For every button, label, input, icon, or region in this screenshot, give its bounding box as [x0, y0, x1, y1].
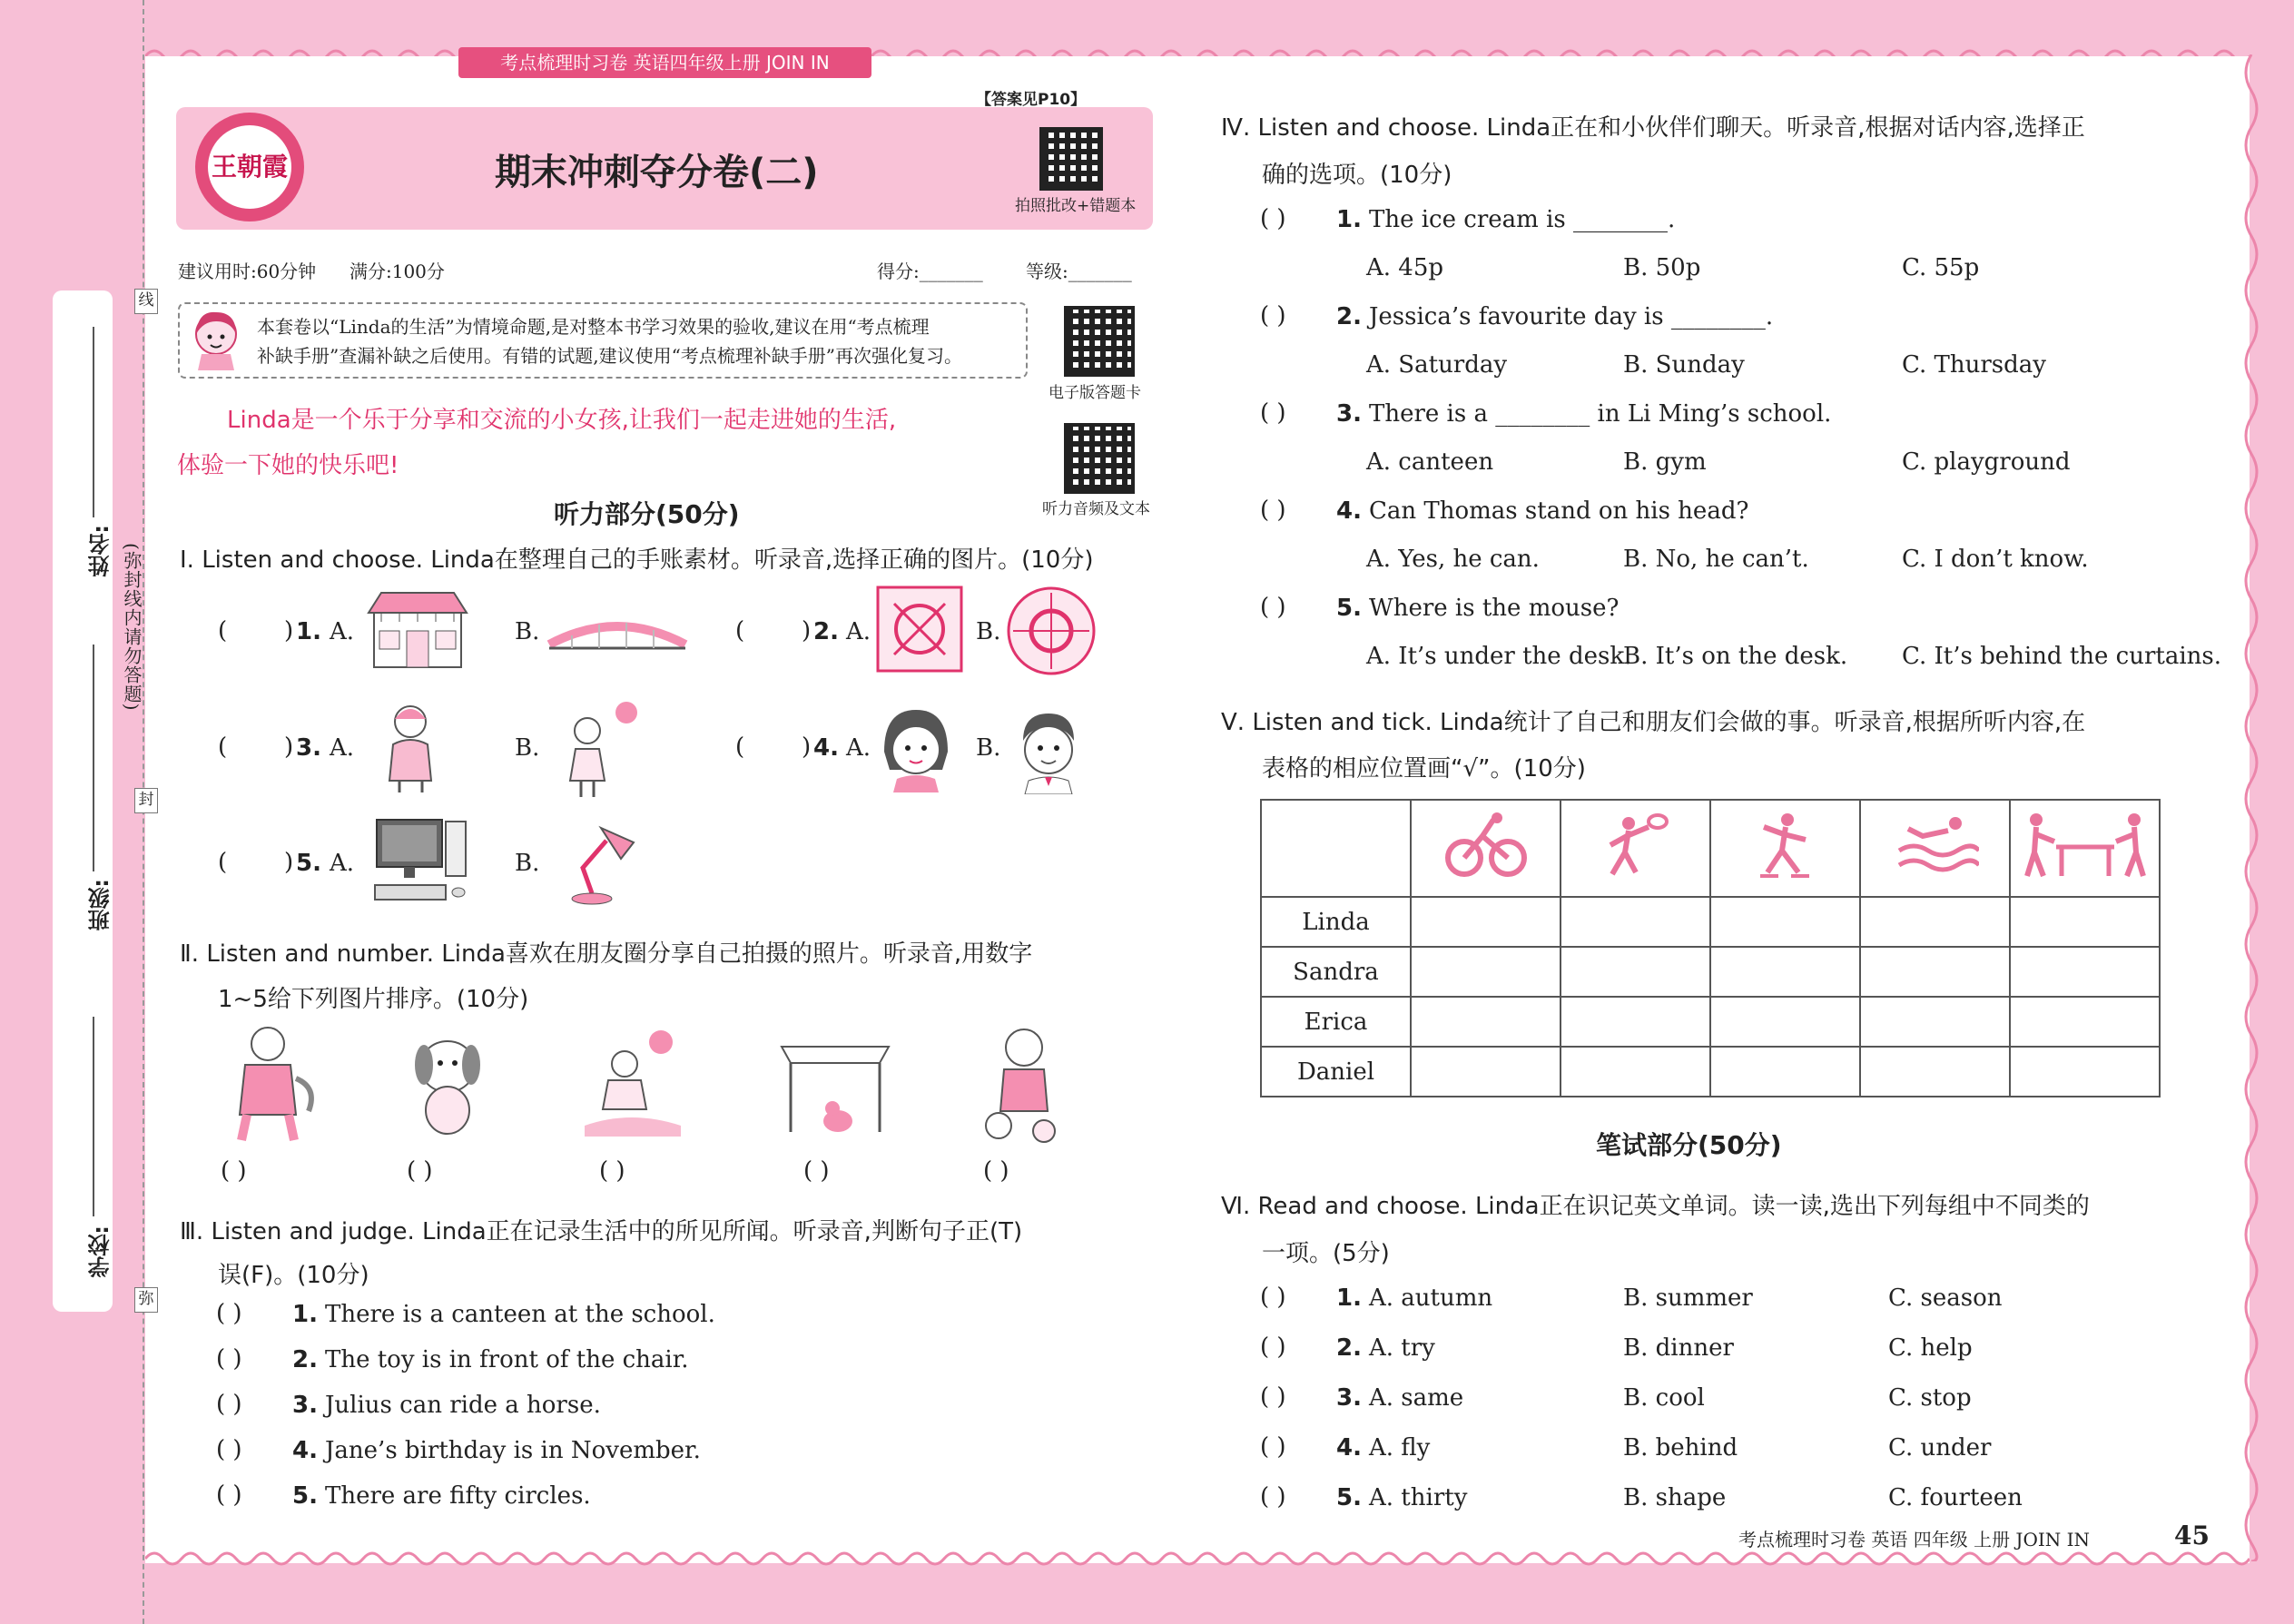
shop-image[interactable]	[363, 586, 472, 672]
s6-option-b[interactable]: B. dinner	[1623, 1334, 1734, 1362]
s1-q4-paren-close: )	[802, 733, 812, 761]
tick-cell[interactable]	[2010, 897, 2160, 947]
s6-option-c[interactable]: C. help	[1888, 1334, 1973, 1362]
bridge-image[interactable]	[545, 608, 690, 654]
s1-q1-b: B.	[515, 618, 540, 645]
note-line-2: 补缺手册”查漏补缺之后使用。有错的试题,建议使用“考点梳理补缺手册”再次强化复习。	[257, 345, 963, 367]
logo-text: 王朝霞	[208, 125, 291, 209]
activity-swimming	[1860, 800, 2010, 897]
s1-q5-paren-close: )	[284, 849, 294, 876]
s1-q2-b: B.	[976, 618, 1001, 645]
s4-question: There is a ________ in Li Ming’s school.	[1369, 400, 1832, 428]
tick-table-header-row	[1261, 800, 2160, 897]
tick-cell[interactable]	[2010, 947, 2160, 997]
tick-row-name: Sandra	[1261, 947, 1411, 997]
s3-item-text: There are fifty circles.	[325, 1482, 591, 1510]
binding-note: (弥封线内请勿答题)	[121, 543, 143, 712]
s6-option-a[interactable]: A. autumn	[1369, 1284, 1493, 1312]
school-label: 学校:	[88, 1225, 113, 1278]
s4-answer-bracket[interactable]: ( )	[1260, 497, 1286, 524]
s1-q2-paren-close: )	[802, 617, 812, 645]
s1-q4-num: 4.	[813, 734, 839, 762]
s1-q2-a: A.	[846, 618, 871, 645]
s4-answer-bracket[interactable]: ( )	[1260, 302, 1286, 330]
listening-heading: 听力部分(50分)	[554, 499, 740, 529]
tick-row	[1261, 897, 2160, 947]
qr-code-icon[interactable]	[1039, 127, 1103, 191]
s1-q3-b: B.	[515, 734, 540, 762]
s6-item-number: 3.	[1336, 1384, 1362, 1412]
s6-option-c[interactable]: C. fourteen	[1888, 1484, 2023, 1511]
s3-item-number: 3.	[292, 1392, 318, 1419]
table-cat-image[interactable]	[776, 1030, 894, 1139]
tick-cell[interactable]	[1411, 1047, 1561, 1097]
s6-item-number: 1.	[1336, 1284, 1362, 1312]
tick-cell[interactable]	[1411, 997, 1561, 1047]
s6-option-a[interactable]: A. fly	[1369, 1434, 1431, 1462]
paper-cut-round-image[interactable]	[1006, 586, 1097, 676]
s6-option-c[interactable]: C. under	[1888, 1434, 1992, 1462]
s1-q5-paren-open[interactable]: (	[218, 849, 228, 876]
tick-cell[interactable]	[1710, 897, 1860, 947]
tick-cell[interactable]	[1860, 897, 2010, 947]
s1-q4-paren-open[interactable]: (	[735, 733, 745, 761]
s1-q5-a: A.	[330, 850, 355, 877]
activity-ping-pong	[2010, 800, 2160, 897]
tick-cell[interactable]	[1710, 997, 1860, 1047]
s6-answer-bracket[interactable]: ( )	[1260, 1383, 1286, 1411]
s1-q2-num: 2.	[813, 618, 839, 645]
s1-q1-a: A.	[330, 618, 355, 645]
tick-cell[interactable]	[1561, 997, 1710, 1047]
tick-table	[1260, 799, 2161, 1097]
swimming-icon	[1892, 809, 1979, 881]
s4-question: Jessica’s favourite day is ________.	[1369, 303, 1774, 330]
s6-option-a[interactable]: A. try	[1369, 1334, 1435, 1362]
s2-heading-2: 1~5给下列图片排序。(10分)	[218, 986, 529, 1013]
s6-heading-2: 一项。(5分)	[1262, 1240, 1390, 1267]
s1-q1-num: 1.	[296, 618, 321, 645]
s4-option-b[interactable]: B. No, he can’t.	[1623, 546, 1809, 573]
s1-q2-paren-open[interactable]: (	[735, 617, 745, 645]
s6-item-number: 5.	[1336, 1484, 1362, 1511]
qr-label-audio: 听力音频及文本	[1042, 500, 1150, 518]
s6-option-a[interactable]: A. thirty	[1369, 1484, 1468, 1511]
s6-answer-bracket[interactable]: ( )	[1260, 1284, 1286, 1311]
answer-ref: 【答案见P10】	[976, 91, 1087, 109]
girl-beach-image[interactable]	[581, 1026, 685, 1144]
activity-badminton	[1561, 800, 1710, 897]
tick-cell[interactable]	[1860, 947, 2010, 997]
tick-cell[interactable]	[1561, 947, 1710, 997]
right-wave-border	[2239, 54, 2264, 1561]
s4-option-a[interactable]: A. Yes, he can.	[1366, 546, 1540, 573]
s3-answer-bracket[interactable]: ( )	[216, 1481, 242, 1509]
intro-line-2: 体验一下她的快乐吧!	[177, 452, 399, 479]
s4-answer-bracket[interactable]: ( )	[1260, 594, 1286, 621]
tick-cell[interactable]	[1710, 947, 1860, 997]
girl-avatar-icon	[189, 307, 243, 370]
tick-row	[1261, 1047, 2160, 1097]
answer-card-qr-icon[interactable]	[1064, 306, 1135, 377]
s6-option-c[interactable]: C. season	[1888, 1284, 2003, 1312]
s4-item-number: 4.	[1336, 497, 1362, 525]
s3-item-text: The toy is in front of the chair.	[325, 1346, 689, 1373]
s6-option-a[interactable]: A. same	[1369, 1384, 1464, 1412]
s3-answer-bracket[interactable]: ( )	[216, 1436, 242, 1463]
s1-q5-num: 5.	[296, 850, 321, 877]
s6-option-b[interactable]: B. behind	[1623, 1434, 1738, 1462]
audio-qr-icon[interactable]	[1064, 423, 1135, 494]
s6-item-number: 4.	[1336, 1434, 1362, 1462]
tick-row	[1261, 947, 2160, 997]
boy-face-image[interactable]	[1012, 708, 1085, 794]
footer-text: 考点梳理时习卷 英语 四年级 上册 JOIN IN	[1738, 1529, 2091, 1550]
s3-item-text: Julius can ride a horse.	[325, 1392, 601, 1419]
tick-row-name: Linda	[1261, 897, 1411, 947]
girl-sun-image[interactable]	[556, 694, 646, 799]
s3-item-number: 5.	[292, 1482, 318, 1510]
school-line[interactable]	[93, 1017, 94, 1216]
class-line[interactable]	[93, 645, 94, 871]
s1-q3-num: 3.	[296, 734, 321, 762]
s6-answer-bracket[interactable]: ( )	[1260, 1483, 1286, 1511]
s1-q3-paren-open[interactable]: (	[218, 733, 228, 761]
full-score: 满分:100分	[350, 261, 445, 282]
s1-q3-a: A.	[330, 734, 355, 762]
s1-q3-paren-close: )	[284, 733, 294, 761]
s4-answer-bracket[interactable]: ( )	[1260, 399, 1286, 427]
s4-option-c[interactable]: C. 55p	[1902, 254, 1980, 281]
tick-cell[interactable]	[1710, 1047, 1860, 1097]
tiger-ball-image[interactable]	[971, 1024, 1071, 1147]
s4-question: Where is the mouse?	[1369, 595, 1620, 622]
s4-question: Can Thomas stand on his head?	[1369, 497, 1749, 525]
s6-answer-bracket[interactable]: ( )	[1260, 1433, 1286, 1461]
paper-cut-square-image[interactable]	[876, 586, 963, 673]
tick-table-corner	[1261, 800, 1411, 897]
s4-heading-2: 确的选项。(10分)	[1262, 162, 1452, 189]
writing-heading: 笔试部分(50分)	[1596, 1130, 1782, 1160]
activity-skating	[1710, 800, 1860, 897]
qr-label-card: 电子版答题卡	[1049, 384, 1141, 402]
s4-item-number: 2.	[1336, 303, 1362, 330]
tick-cell[interactable]	[1561, 897, 1710, 947]
tick-cell[interactable]	[1860, 997, 2010, 1047]
binding-strip	[53, 290, 113, 1312]
time-limit: 建议用时:60分钟	[178, 261, 317, 282]
tick-row-name: Erica	[1261, 997, 1411, 1047]
qr-label-top: 拍照批改+错题本	[1015, 197, 1137, 215]
page-title: 期末冲刺夺分卷(二)	[495, 152, 819, 193]
s6-option-c[interactable]: C. stop	[1888, 1384, 1972, 1412]
s4-option-c[interactable]: C. It’s behind the curtains.	[1902, 643, 2222, 670]
s6-item-number: 2.	[1336, 1334, 1362, 1362]
top-banner: 考点梳理时习卷 英语四年级上册 JOIN IN	[458, 47, 871, 78]
tick-cell[interactable]	[2010, 997, 2160, 1047]
bike-icon	[1442, 809, 1530, 881]
s2-heading-1: Ⅱ. Listen and number. Linda喜欢在朋友圈分享自己拍摄的照片。听录音,用数字	[180, 940, 1033, 968]
tick-row-name: Daniel	[1261, 1047, 1411, 1097]
score-field[interactable]: 得分:_______	[877, 261, 983, 282]
cut-mark-mi: 弥	[134, 1287, 158, 1313]
s4-option-a[interactable]: A. It’s under the desk.	[1366, 643, 1632, 670]
s3-answer-bracket[interactable]: ( )	[216, 1345, 242, 1373]
s2-blank-3[interactable]: ( )	[599, 1157, 625, 1185]
badminton-icon	[1592, 809, 1679, 881]
class-label: 班级:	[88, 879, 113, 931]
s4-option-b[interactable]: B. 50p	[1623, 254, 1701, 281]
s3-item-number: 2.	[292, 1346, 318, 1373]
s4-option-a[interactable]: A. canteen	[1366, 448, 1494, 476]
ping-pong-icon	[2022, 809, 2149, 881]
girl-cold-image[interactable]	[377, 699, 445, 794]
s1-q4-a: A.	[846, 734, 871, 762]
s4-option-c[interactable]: C. I don’t know.	[1902, 546, 2089, 573]
s1-q4-b: B.	[976, 734, 1001, 762]
page-number: 45	[2174, 1521, 2210, 1550]
tick-cell[interactable]	[2010, 1047, 2160, 1097]
tick-cell[interactable]	[1411, 947, 1561, 997]
s2-blank-5[interactable]: ( )	[983, 1157, 1009, 1185]
s2-blank-2[interactable]: ( )	[407, 1157, 433, 1185]
s4-option-b[interactable]: B. It’s on the desk.	[1623, 643, 1848, 670]
s5-heading-1: Ⅴ. Listen and tick. Linda统计了自己和朋友们会做的事。听录音,根据所听内容,在	[1221, 709, 2086, 736]
s3-answer-bracket[interactable]: ( )	[216, 1300, 242, 1327]
s4-item-number: 5.	[1336, 595, 1362, 622]
s6-answer-bracket[interactable]: ( )	[1260, 1334, 1286, 1361]
s4-option-a[interactable]: A. 45p	[1366, 254, 1444, 281]
s6-option-b[interactable]: B. shape	[1623, 1484, 1727, 1511]
s6-option-b[interactable]: B. summer	[1623, 1284, 1753, 1312]
s3-item-number: 4.	[292, 1437, 318, 1464]
s4-option-b[interactable]: B. Sunday	[1623, 351, 1745, 379]
s3-heading-1: Ⅲ. Listen and judge. Linda正在记录生活中的所见所闻。听录音,判断句子正(T)	[180, 1218, 1023, 1245]
s1-q1-paren-open[interactable]: (	[218, 617, 228, 645]
note-line-1: 本套卷以“Linda的生活”为情境命题,是对整本书学习效果的验收,建议在用“考点梳理	[257, 316, 930, 338]
s4-option-c[interactable]: C. Thursday	[1902, 351, 2046, 379]
name-label: 姓名:	[88, 525, 113, 577]
tiger-costume-image[interactable]	[218, 1024, 322, 1147]
s2-blank-1[interactable]: ( )	[221, 1157, 247, 1185]
dog-image[interactable]	[404, 1030, 490, 1139]
cut-mark-xian: 线	[134, 289, 158, 314]
s6-heading-1: Ⅵ. Read and choose. Linda正在识记英文单词。读一读,选出下列每组中不同类的	[1221, 1193, 2090, 1220]
s2-blank-4[interactable]: ( )	[803, 1157, 830, 1185]
s5-heading-2: 表格的相应位置画“√”。(10分)	[1262, 755, 1586, 782]
s1-q1-paren-close: )	[284, 617, 294, 645]
s4-item-number: 3.	[1336, 400, 1362, 428]
activity-bike	[1411, 800, 1561, 897]
brand-logo	[195, 113, 304, 221]
lamp-image[interactable]	[556, 815, 642, 906]
s4-item-number: 1.	[1336, 206, 1362, 233]
s4-option-c[interactable]: C. playground	[1902, 448, 2071, 476]
skating-icon	[1742, 809, 1829, 881]
s3-heading-2: 误(F)。(10分)	[218, 1262, 369, 1289]
computer-image[interactable]	[368, 812, 472, 908]
s4-answer-bracket[interactable]: ( )	[1260, 205, 1286, 232]
s6-option-b[interactable]: B. cool	[1623, 1384, 1705, 1412]
s3-answer-bracket[interactable]: ( )	[216, 1391, 242, 1418]
tick-cell[interactable]	[1561, 1047, 1710, 1097]
girl-face-image[interactable]	[879, 706, 953, 792]
s1-q5-b: B.	[515, 850, 540, 877]
intro-line-1: Linda是一个乐于分享和交流的小女孩,让我们一起走进她的生活,	[227, 407, 897, 434]
cut-mark-feng: 封	[134, 788, 158, 813]
tick-cell[interactable]	[1860, 1047, 2010, 1097]
s3-item-text: Jane’s birthday is in November.	[325, 1437, 701, 1464]
tick-row	[1261, 997, 2160, 1047]
tick-cell[interactable]	[1411, 897, 1561, 947]
s4-option-a[interactable]: A. Saturday	[1366, 351, 1508, 379]
s1-heading: Ⅰ. Listen and choose. Linda在整理自己的手账素材。听录音,选择正确的图片。(10分)	[180, 546, 1094, 574]
s4-option-b[interactable]: B. gym	[1623, 448, 1707, 476]
s4-heading-1: Ⅳ. Listen and choose. Linda正在和小伙伴们聊天。听录音,根据对话内容,选择正	[1221, 114, 2085, 142]
name-line[interactable]	[93, 327, 94, 517]
s3-item-number: 1.	[292, 1301, 318, 1328]
s4-question: The ice cream is ________.	[1369, 206, 1676, 233]
grade-field[interactable]: 等级:_______	[1026, 261, 1132, 282]
s3-item-text: There is a canteen at the school.	[325, 1301, 715, 1328]
